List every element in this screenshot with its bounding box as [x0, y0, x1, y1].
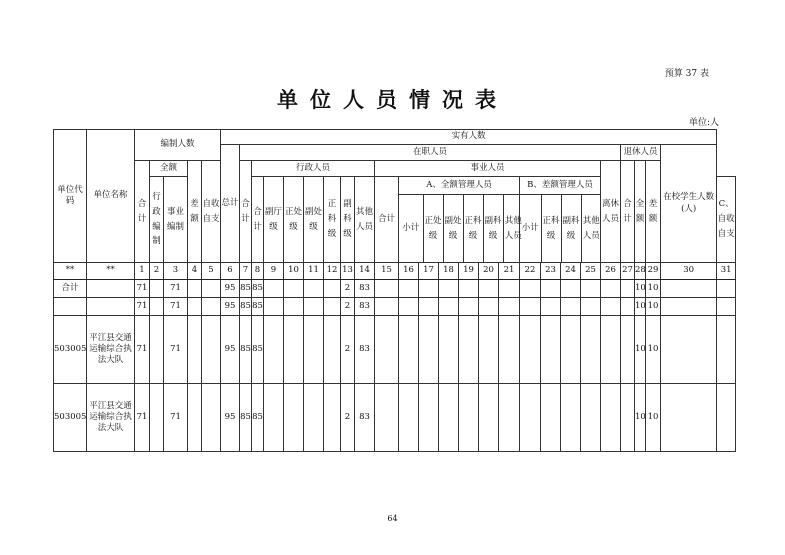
index-cell: 28 [635, 263, 646, 280]
header-b-full-section: 正科级 [541, 195, 561, 262]
table-row [54, 316, 736, 384]
personnel-table [53, 129, 736, 452]
row-c3: 71 [164, 316, 188, 384]
index-cell: 26 [601, 263, 621, 280]
header-b-diff-group [520, 177, 601, 263]
row-c28: 10 [635, 280, 646, 298]
header-grand-total: 总计 [221, 145, 240, 263]
header-retired: 退休人员 [621, 145, 661, 161]
index-cell: 15 [375, 263, 399, 280]
row-c28: 10 [635, 316, 646, 384]
row-code [54, 298, 87, 316]
header-deputy-bureau: 副厅级 [264, 177, 284, 263]
index-cell: 27 [621, 263, 635, 280]
unit-label: 单位:人 [688, 118, 719, 128]
page-title: 单位人员情况表 [277, 87, 508, 112]
header-a-full: A、全额管理人员 [399, 177, 519, 195]
index-cell: 30 [661, 263, 717, 280]
index-cell: 17 [419, 263, 439, 280]
index-cell: 3 [164, 263, 188, 280]
row-c14: 83 [355, 316, 375, 384]
header-full-division: 正处级 [284, 177, 304, 263]
header-admin-other: 其他人员 [355, 177, 375, 263]
header-quota-self: 自收自支 [202, 161, 221, 263]
index-cell: 29 [646, 263, 661, 280]
row-c1: 71 [135, 384, 150, 452]
header-career-quota: 事业编制 [164, 177, 188, 263]
index-cell: 14 [355, 263, 375, 280]
header-a-full-group [399, 177, 520, 263]
row-c29: 10 [646, 384, 661, 452]
row-c8: 85 [252, 298, 264, 316]
row-c3: 71 [164, 298, 188, 316]
row-c6: 95 [221, 316, 240, 384]
row-c13: 2 [341, 316, 355, 384]
row-c8: 85 [252, 280, 264, 298]
index-cell: 31 [717, 263, 736, 280]
index-cell: ** [87, 263, 135, 280]
header-admin-staff: 行政人员 [252, 161, 375, 177]
row-c14: 83 [355, 298, 375, 316]
row-c28: 10 [635, 384, 646, 452]
row-code: 503005 [54, 384, 87, 452]
index-cell: 4 [188, 263, 202, 280]
row-name [87, 280, 135, 298]
row-c13: 2 [341, 298, 355, 316]
form-number: 预算 37 表 [664, 69, 709, 79]
row-name: 平江县交通运输综合执法大队 [87, 384, 135, 452]
index-cell: 2 [150, 263, 164, 280]
header-actual: 实有人数 [221, 130, 717, 145]
header-deputy-division: 副处级 [304, 177, 324, 263]
index-cell: 5 [202, 263, 221, 280]
row-c6: 95 [221, 384, 240, 452]
header-career-total: 合计 [375, 177, 399, 263]
header-quota-diff: 差额 [188, 161, 202, 263]
row-c8: 85 [252, 384, 264, 452]
index-cell: 1 [135, 263, 150, 280]
row-c13: 2 [341, 384, 355, 452]
header-retired-total: 合计 [621, 161, 635, 263]
row-c7: 85 [240, 280, 252, 298]
index-cell: 11 [304, 263, 324, 280]
index-cell: 21 [499, 263, 520, 280]
header-on-duty: 在职人员 [240, 145, 621, 161]
page-number: 64 [387, 514, 398, 523]
header-b-other: 其他人员 [581, 195, 601, 262]
index-cell: 12 [324, 263, 341, 280]
header-full-section: 正科级 [324, 177, 341, 263]
header-b-deputy-section: 副科级 [561, 195, 581, 262]
header-a-full-sub [399, 195, 523, 262]
header-admin-quota: 行政编制 [150, 177, 164, 263]
header-career-staff: 事业人员 [375, 161, 601, 177]
header-students: 在校学生人数(人) [661, 145, 717, 263]
header-quota: 编制人数 [135, 130, 221, 161]
index-cell: 19 [459, 263, 479, 280]
row-c3: 71 [164, 280, 188, 298]
header-b-diff-sub [520, 195, 601, 262]
header-duty-total: 合计 [240, 161, 252, 263]
row-name: 平江县交通运输综合执法大队 [87, 316, 135, 384]
index-cell: 7 [240, 263, 252, 280]
row-c6: 95 [221, 280, 240, 298]
header-quota-total: 合计 [135, 161, 150, 263]
header-b-subtotal: 小计 [520, 195, 541, 262]
row-c29: 10 [646, 280, 661, 298]
row-c29: 10 [646, 298, 661, 316]
header-a-other: 其他人员 [503, 195, 523, 262]
row-code: 合计 [54, 280, 87, 298]
table-row [54, 280, 736, 298]
row-c7: 85 [240, 316, 252, 384]
header-unit-name: 单位名称 [87, 130, 135, 263]
row-c29: 10 [646, 316, 661, 384]
header-retired-diff: 差额 [646, 161, 661, 263]
row-c1: 71 [135, 316, 150, 384]
header-c-self: C、自收自支 [717, 177, 736, 263]
index-cell: ** [54, 263, 87, 280]
row-c14: 83 [355, 384, 375, 452]
index-cell: 25 [581, 263, 601, 280]
index-cell: 16 [399, 263, 419, 280]
header-deputy-section: 副科级 [341, 177, 355, 263]
header-admin-total: 合计 [252, 177, 264, 263]
index-cell: 8 [252, 263, 264, 280]
index-cell: 10 [284, 263, 304, 280]
row-c3: 71 [164, 384, 188, 452]
header-a-full-division: 正处级 [423, 195, 443, 262]
index-cell: 13 [341, 263, 355, 280]
row-c28: 10 [635, 298, 646, 316]
index-cell: 24 [561, 263, 581, 280]
row-c1: 71 [135, 280, 150, 298]
row-code: 503005 [54, 316, 87, 384]
row-c14: 83 [355, 280, 375, 298]
index-cell: 6 [221, 263, 240, 280]
row-c8: 85 [252, 316, 264, 384]
header-a-full-section: 正科级 [463, 195, 483, 262]
index-cell: 18 [439, 263, 459, 280]
index-cell: 20 [479, 263, 499, 280]
header-full-amount: 全额 [150, 161, 188, 177]
row-c6: 95 [221, 298, 240, 316]
row-c13: 2 [341, 280, 355, 298]
row-c7: 85 [240, 384, 252, 452]
header-a-deputy-section: 副科级 [483, 195, 503, 262]
index-cell: 9 [264, 263, 284, 280]
header-a-deputy-division: 副处级 [443, 195, 463, 262]
index-cell: 23 [541, 263, 561, 280]
index-cell: 22 [520, 263, 541, 280]
table-row [54, 384, 736, 452]
header-retired-full: 全额 [635, 161, 646, 263]
header-a-subtotal: 小计 [399, 195, 423, 262]
row-c1: 71 [135, 298, 150, 316]
index-row [54, 263, 736, 280]
header-retired-staff: 离休人员 [601, 161, 621, 263]
row-c7: 85 [240, 298, 252, 316]
table-row [54, 298, 736, 316]
row-name [87, 298, 135, 316]
header-b-diff: B、差额管理人员 [520, 177, 600, 195]
header-unit-code: 单位代码 [54, 130, 87, 263]
